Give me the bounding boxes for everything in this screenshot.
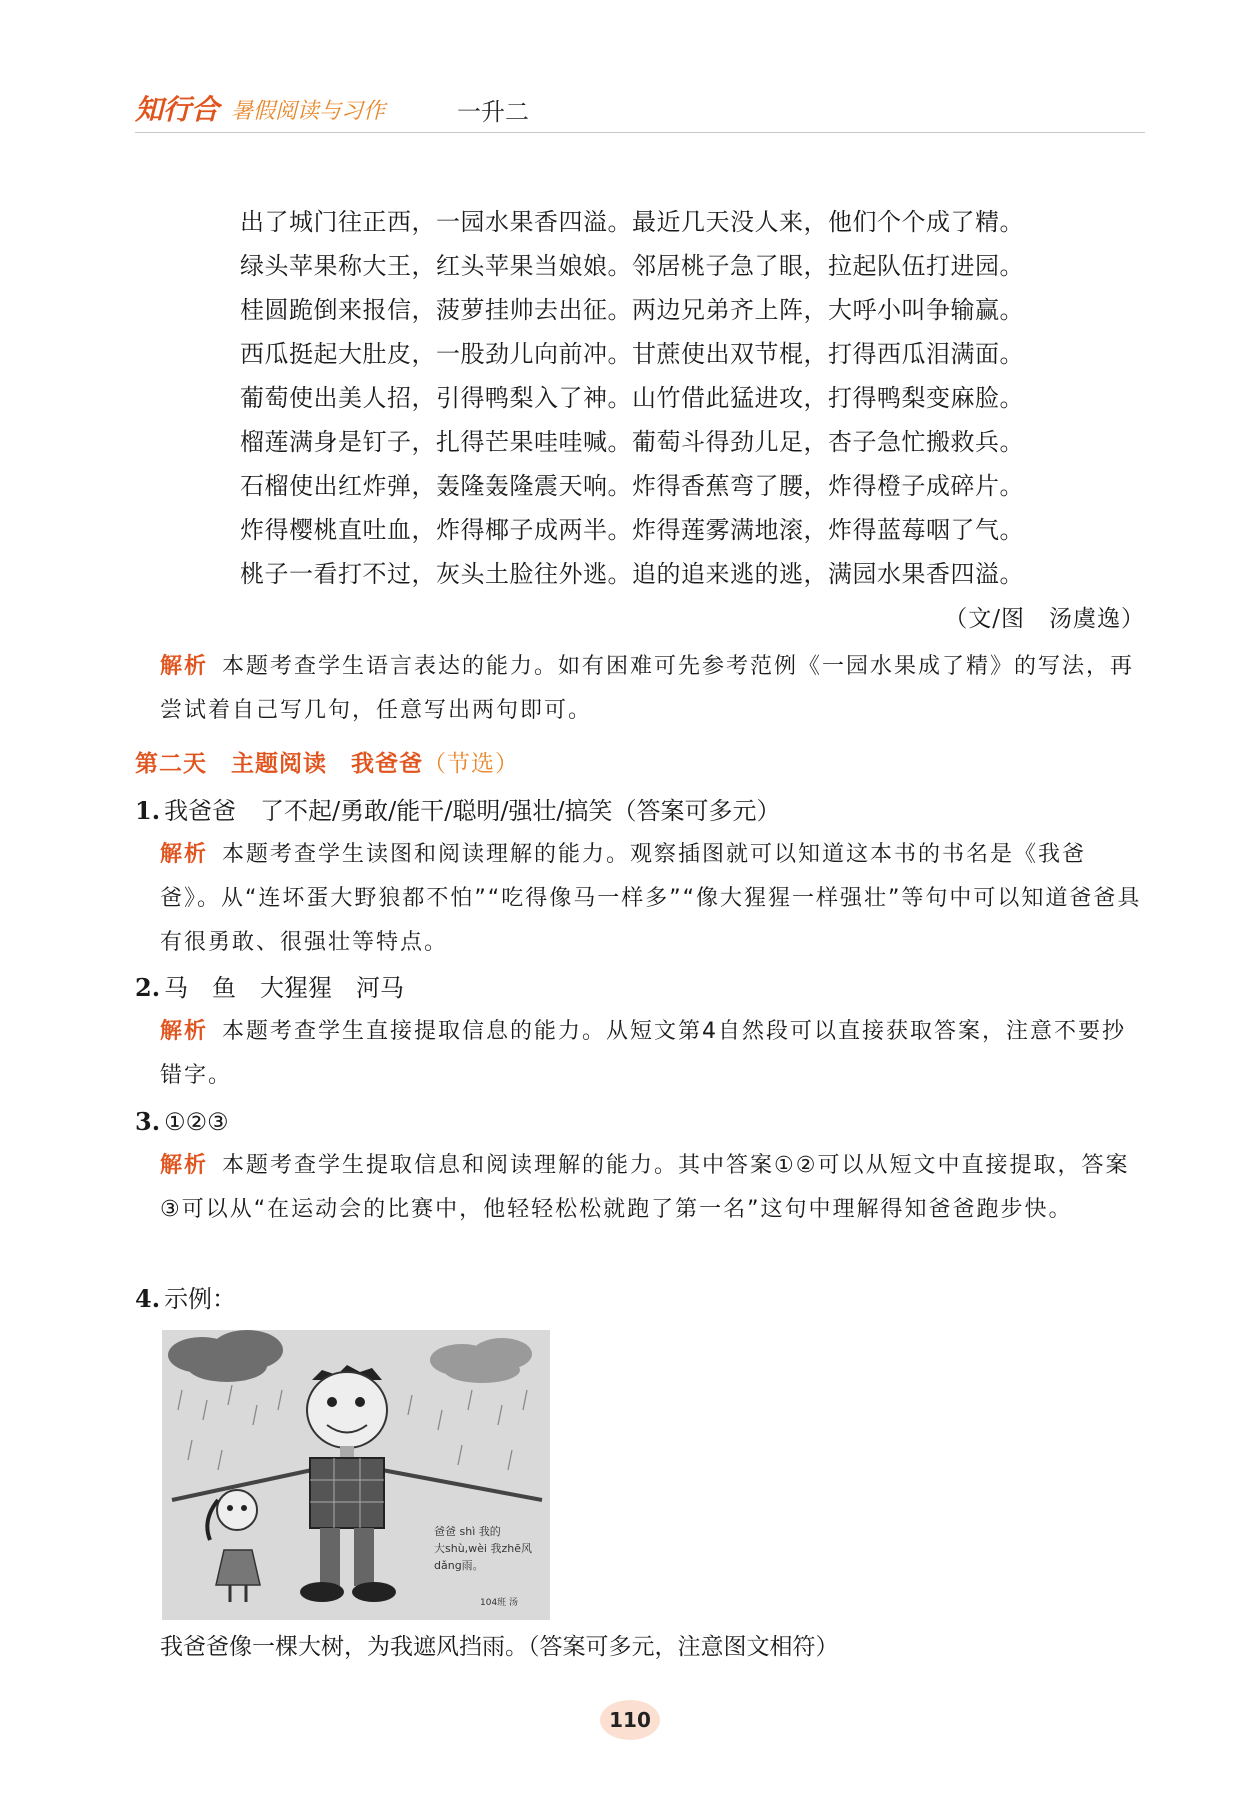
page-number: 110 [600, 1700, 660, 1740]
section-title [135, 745, 519, 778]
poem-block [240, 200, 1060, 596]
item-answer: 我爸爸 了不起/勇敢/能干/聪明/强壮/搞笑（答案可多元） [164, 797, 781, 825]
analysis-tag: 解析 [160, 1153, 209, 1178]
drawing-note-line: 大shù,wèi 我zhē风 [434, 1542, 533, 1555]
poem-line: 炸得樱桃直吐血，炸得椰子成两半。炸得莲雾满地滚，炸得蓝莓咽了气。 [240, 516, 1024, 544]
analysis-text: 本题考查学生读图和阅读理解的能力。观察插图就可以知道这本书的书名是《我爸爸》。从“连坏蛋大野狼都不怕”“吃得像马一样多”“像大猩猩一样强壮”等句中可以知道爸爸具有很勇敢、很强壮等特点。 [160, 842, 1142, 955]
poem-line: 葡萄使出美人招，引得鸭梨入了神。山竹借此猛进攻，打得鸭梨变麻脸。 [240, 384, 1024, 412]
child-drawing-image [162, 1330, 550, 1620]
poem-line: 西瓜挺起大肚皮，一股劲儿向前冲。甘蔗使出双节棍，打得西瓜泪满面。 [240, 340, 1024, 368]
drawing-note-line: dǎng雨。 [434, 1559, 484, 1572]
analysis-tag: 解析 [160, 654, 209, 679]
answer-item-1 [135, 789, 781, 833]
poem-credit: （文/图 汤虞逸） [944, 606, 1145, 632]
analysis-paragraph [160, 833, 1145, 965]
item-number: 3. [135, 1107, 161, 1136]
poem-line: 出了城门往正西，一园水果香四溢。最近几天没人来，他们个个成了精。 [240, 208, 1024, 236]
brand-logo: 知行合 [135, 93, 220, 126]
series-title: 暑假阅读与习作 [231, 99, 386, 124]
item-answer: ①②③ [164, 1108, 229, 1136]
answer-item-3 [135, 1100, 229, 1144]
page-header [135, 88, 1145, 133]
drawing-note-line: 爸爸 shì 我的 [434, 1525, 501, 1538]
analysis-tag: 解析 [160, 842, 209, 867]
poem-line: 石榴使出红炸弹，轰隆轰隆震天响。炸得香蕉弯了腰，炸得橙子成碎片。 [240, 472, 1024, 500]
grade-label: 一升二 [457, 98, 529, 126]
dad-umbrella-drawing [162, 1330, 550, 1620]
item-number: 4. [135, 1284, 161, 1313]
analysis-text: 本题考查学生直接提取信息的能力。从短文第4自然段可以直接获取答案，注意不要抄错字。 [160, 1019, 1127, 1088]
analysis-paragraph [160, 1144, 1145, 1232]
analysis-tag: 解析 [160, 1019, 209, 1044]
section-subtitle: （节选） [423, 751, 519, 777]
poem-line: 桂圆跪倒来报信，菠萝挂帅去出征。两边兄弟齐上阵，大呼小叫争输赢。 [240, 296, 1024, 324]
drawing-signature: 104班 汤 [480, 1598, 519, 1608]
analysis-paragraph [160, 645, 1145, 733]
answer-item-2 [135, 966, 404, 1010]
poem-line: 绿头苹果称大王，红头苹果当娘娘。邻居桃子急了眼，拉起队伍打进园。 [240, 252, 1024, 280]
item-answer: 示例： [164, 1285, 237, 1313]
poem-line: 桃子一看打不过，灰头土脸往外逃。追的追来逃的逃，满园水果香四溢。 [240, 560, 1024, 588]
item-number: 2. [135, 973, 161, 1002]
drawing-caption: 我爸爸像一棵大树，为我遮风挡雨。（答案可多元，注意图文相符） [160, 1634, 839, 1660]
analysis-paragraph [160, 1010, 1145, 1098]
poem-line: 榴莲满身是钉子，扎得芒果哇哇喊。葡萄斗得劲儿足，杏子急忙搬救兵。 [240, 428, 1024, 456]
answer-item-4 [135, 1277, 236, 1321]
analysis-text: 本题考查学生提取信息和阅读理解的能力。其中答案①②可以从短文中直接提取，答案③可以从“在运动会的比赛中，他轻轻松松就跑了第一名”这句中理解得知爸爸跑步快。 [160, 1153, 1130, 1222]
analysis-text: 本题考查学生语言表达的能力。如有困难可先参考范例《一园水果成了精》的写法，再尝试着自己写几句，任意写出两句即可。 [160, 654, 1135, 723]
item-answer: 马 鱼 大猩猩 河马 [164, 974, 405, 1002]
section-title-text: 第二天 主题阅读 我爸爸 [135, 751, 423, 777]
item-number: 1. [135, 796, 161, 825]
